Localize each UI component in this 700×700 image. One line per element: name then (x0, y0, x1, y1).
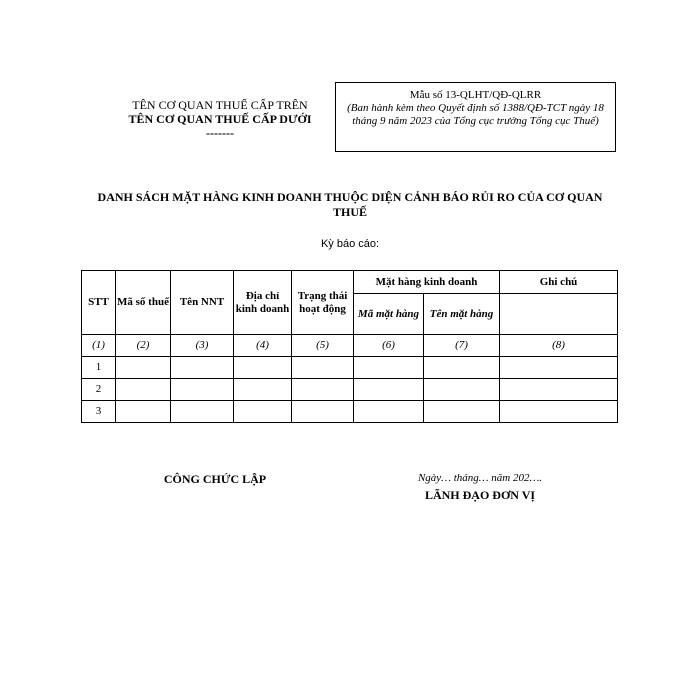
header-goods-code: Mã mặt hàng (354, 294, 424, 335)
report-period-label: Kỳ báo cáo: (320, 238, 380, 250)
row-number: 1 (82, 357, 116, 379)
table-cell (500, 357, 618, 379)
document-title: DANH SÁCH MẶT HÀNG KINH DOANH THUỘC DIỆN CẢNH BÁO RỦI RO CỦA CƠ QUAN THUẾ (97, 190, 603, 219)
table-cell (171, 357, 234, 379)
header-goods-group: Mặt hàng kinh doanh (354, 271, 500, 294)
table-cell (292, 401, 354, 423)
header-stt: STT (82, 271, 116, 335)
row-number: 2 (82, 379, 116, 401)
header-operating-status: Trạng thái hoạt động (292, 271, 354, 335)
agency-separator: ------- (206, 126, 234, 140)
table-cell (354, 379, 424, 401)
header-tax-code: Mã số thuế (116, 271, 171, 335)
table-cell (171, 379, 234, 401)
form-code-box (335, 82, 616, 152)
column-number-row (82, 335, 618, 357)
table-cell (234, 357, 292, 379)
header-note-blank (500, 294, 618, 335)
column-number: (1) (82, 335, 116, 357)
header-taxpayer-name: Tên NNT (171, 271, 234, 335)
header-row-1 (82, 271, 618, 294)
table-row (82, 357, 618, 379)
column-number: (3) (171, 335, 234, 357)
table-cell (116, 357, 171, 379)
column-number: (8) (500, 335, 618, 357)
table-cell (500, 379, 618, 401)
goods-risk-table (81, 270, 618, 423)
table-row (82, 401, 618, 423)
table-cell (292, 357, 354, 379)
leader-signature-label: LÃNH ĐẠO ĐƠN VỊ (424, 488, 536, 502)
table-cell (116, 401, 171, 423)
upper-agency-name: TÊN CƠ QUAN THUẾ CẤP TRÊN (132, 98, 308, 112)
table-cell (424, 379, 500, 401)
column-number: (4) (234, 335, 292, 357)
form-code: Mẫu số 13-QLHT/QĐ-QLRR (409, 89, 542, 101)
column-number: (7) (424, 335, 500, 357)
column-number: (6) (354, 335, 424, 357)
table-cell (424, 401, 500, 423)
header-business-address: Địa chỉ kinh doanh (234, 271, 292, 335)
table-cell (500, 401, 618, 423)
table-cell (171, 401, 234, 423)
table-cell (234, 379, 292, 401)
table-cell (354, 357, 424, 379)
header-note: Ghi chú (500, 271, 618, 294)
table-cell (424, 357, 500, 379)
table-cell (292, 379, 354, 401)
table-cell (234, 401, 292, 423)
lower-agency-name: TÊN CƠ QUAN THUẾ CẤP DƯỚI (128, 112, 312, 126)
table-cell (116, 379, 171, 401)
column-number: (2) (116, 335, 171, 357)
header-goods-name: Tên mặt hàng (424, 294, 500, 335)
form-issued-by: (Ban hành kèm theo Quyết định số 1388/QĐ-TCT ngày 18 tháng 9 năm 2023 của Tổng cục trưởng Tổng cục Thuế) (347, 102, 604, 127)
row-number: 3 (82, 401, 116, 423)
preparer-signature-label: CÔNG CHỨC LẬP (163, 472, 267, 486)
agency-header (100, 98, 340, 140)
column-number: (5) (292, 335, 354, 357)
signature-date-line: Ngày… tháng… năm 202…. (417, 472, 543, 484)
table-row (82, 379, 618, 401)
table-cell (354, 401, 424, 423)
